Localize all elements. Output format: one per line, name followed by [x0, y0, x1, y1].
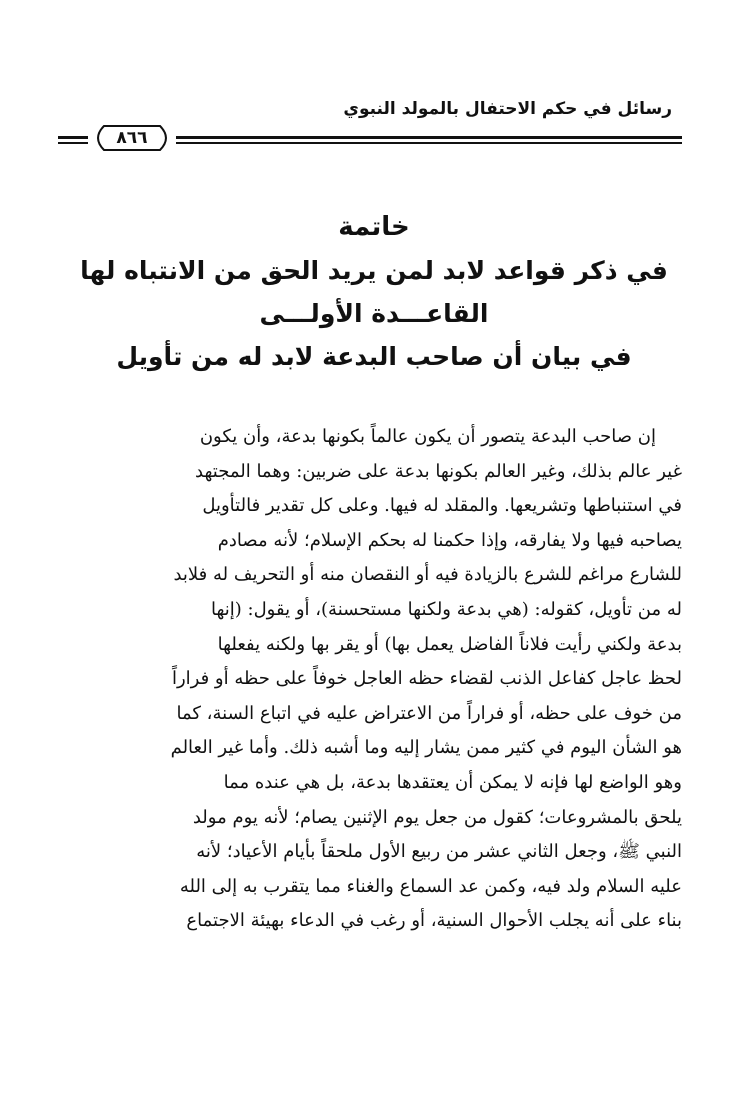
body-line: بناء على أنه يجلب الأحوال السنية، أو رغب في الدعاء بهيئة الاجتماع	[186, 910, 682, 932]
chapter-headings	[40, 206, 708, 378]
header-rule	[58, 122, 682, 156]
body-line: إن صاحب البدعة يتصور أن يكون عالماً بكونها بدعة، وأن يكون	[199, 426, 656, 447]
chapter-subtitle: في ذكر قواعد لابد لمن يريد الحق من الانتباه لها	[80, 256, 668, 285]
body-line: عليه السلام ولد فيه، وكمن عد السماع والغناء مما يتقرب به إلى الله	[179, 875, 682, 897]
chapter-title: خاتمة	[338, 212, 410, 242]
body-line: وهو الواضع لها فإنه لا يمكن أن يعتقدها بدعة، بل هي عنده مما	[223, 771, 682, 793]
body-line: يلحق بالمشروعات؛ كقول من جعل يوم الإثنين يصام؛ لأنه يوم مولد	[192, 806, 682, 828]
body-line: بدعة ولكني رأيت فلاناً الفاضل يعمل بها) أو يقر بها ولكنه يفعلها	[217, 633, 682, 655]
body-line: للشارع مراغم للشرع بالزيادة فيه أو النقصان منه أو التحريف له فلابد	[173, 564, 682, 586]
body-line: النبي ﷺ، وجعل الثاني عشر من ربيع الأول ملحقاً بأيام الأعياد؛ لأنه	[196, 841, 682, 863]
header-rule-left-thin-line	[58, 142, 88, 144]
header-rule-thick-line	[176, 136, 682, 139]
body-paragraph	[72, 420, 682, 939]
body-line: من خوف على حظه، أو فراراً من الاعتراض عليه في اتباع السنة، كما	[176, 702, 682, 724]
page-number: ٨٦٦	[116, 128, 148, 148]
header-rule-left-thick-line	[58, 136, 88, 139]
body-line: له من تأويل، كقوله: (هي بدعة ولكنها مستحسنة)، أو يقول: (إنها	[211, 598, 682, 620]
page-number-frame	[90, 122, 174, 154]
body-line: يصاحبه فيها ولا يفارقه، وإذا حكمنا له بحكم الإسلام؛ لأنه مصادم	[217, 529, 682, 551]
running-header-title: رسائل في حكم الاحتفال بالمولد النبوي	[343, 99, 672, 119]
rule-title: القاعـــدة الأولـــى	[259, 299, 489, 328]
header-rule-thin-line	[176, 142, 682, 144]
body-line: هو الشأن اليوم في كثير ممن يشار إليه وما أشبه ذلك. وأما غير العالم	[170, 737, 682, 759]
body-line: لحظ عاجل كفاعل الذنب لقضاء حظه العاجل خوفاً على حظه أو فراراً	[171, 668, 682, 690]
body-line: في استنباطها وتشريعها. والمقلد له فيها. وعلى كل تقدير فالتأويل	[202, 495, 682, 517]
rule-subtitle: في بيان أن صاحب البدعة لابد له من تأويل	[116, 342, 632, 371]
body-line: غير عالم بذلك، وغير العالم بكونها بدعة على ضربين: وهما المجتهد	[195, 460, 682, 482]
